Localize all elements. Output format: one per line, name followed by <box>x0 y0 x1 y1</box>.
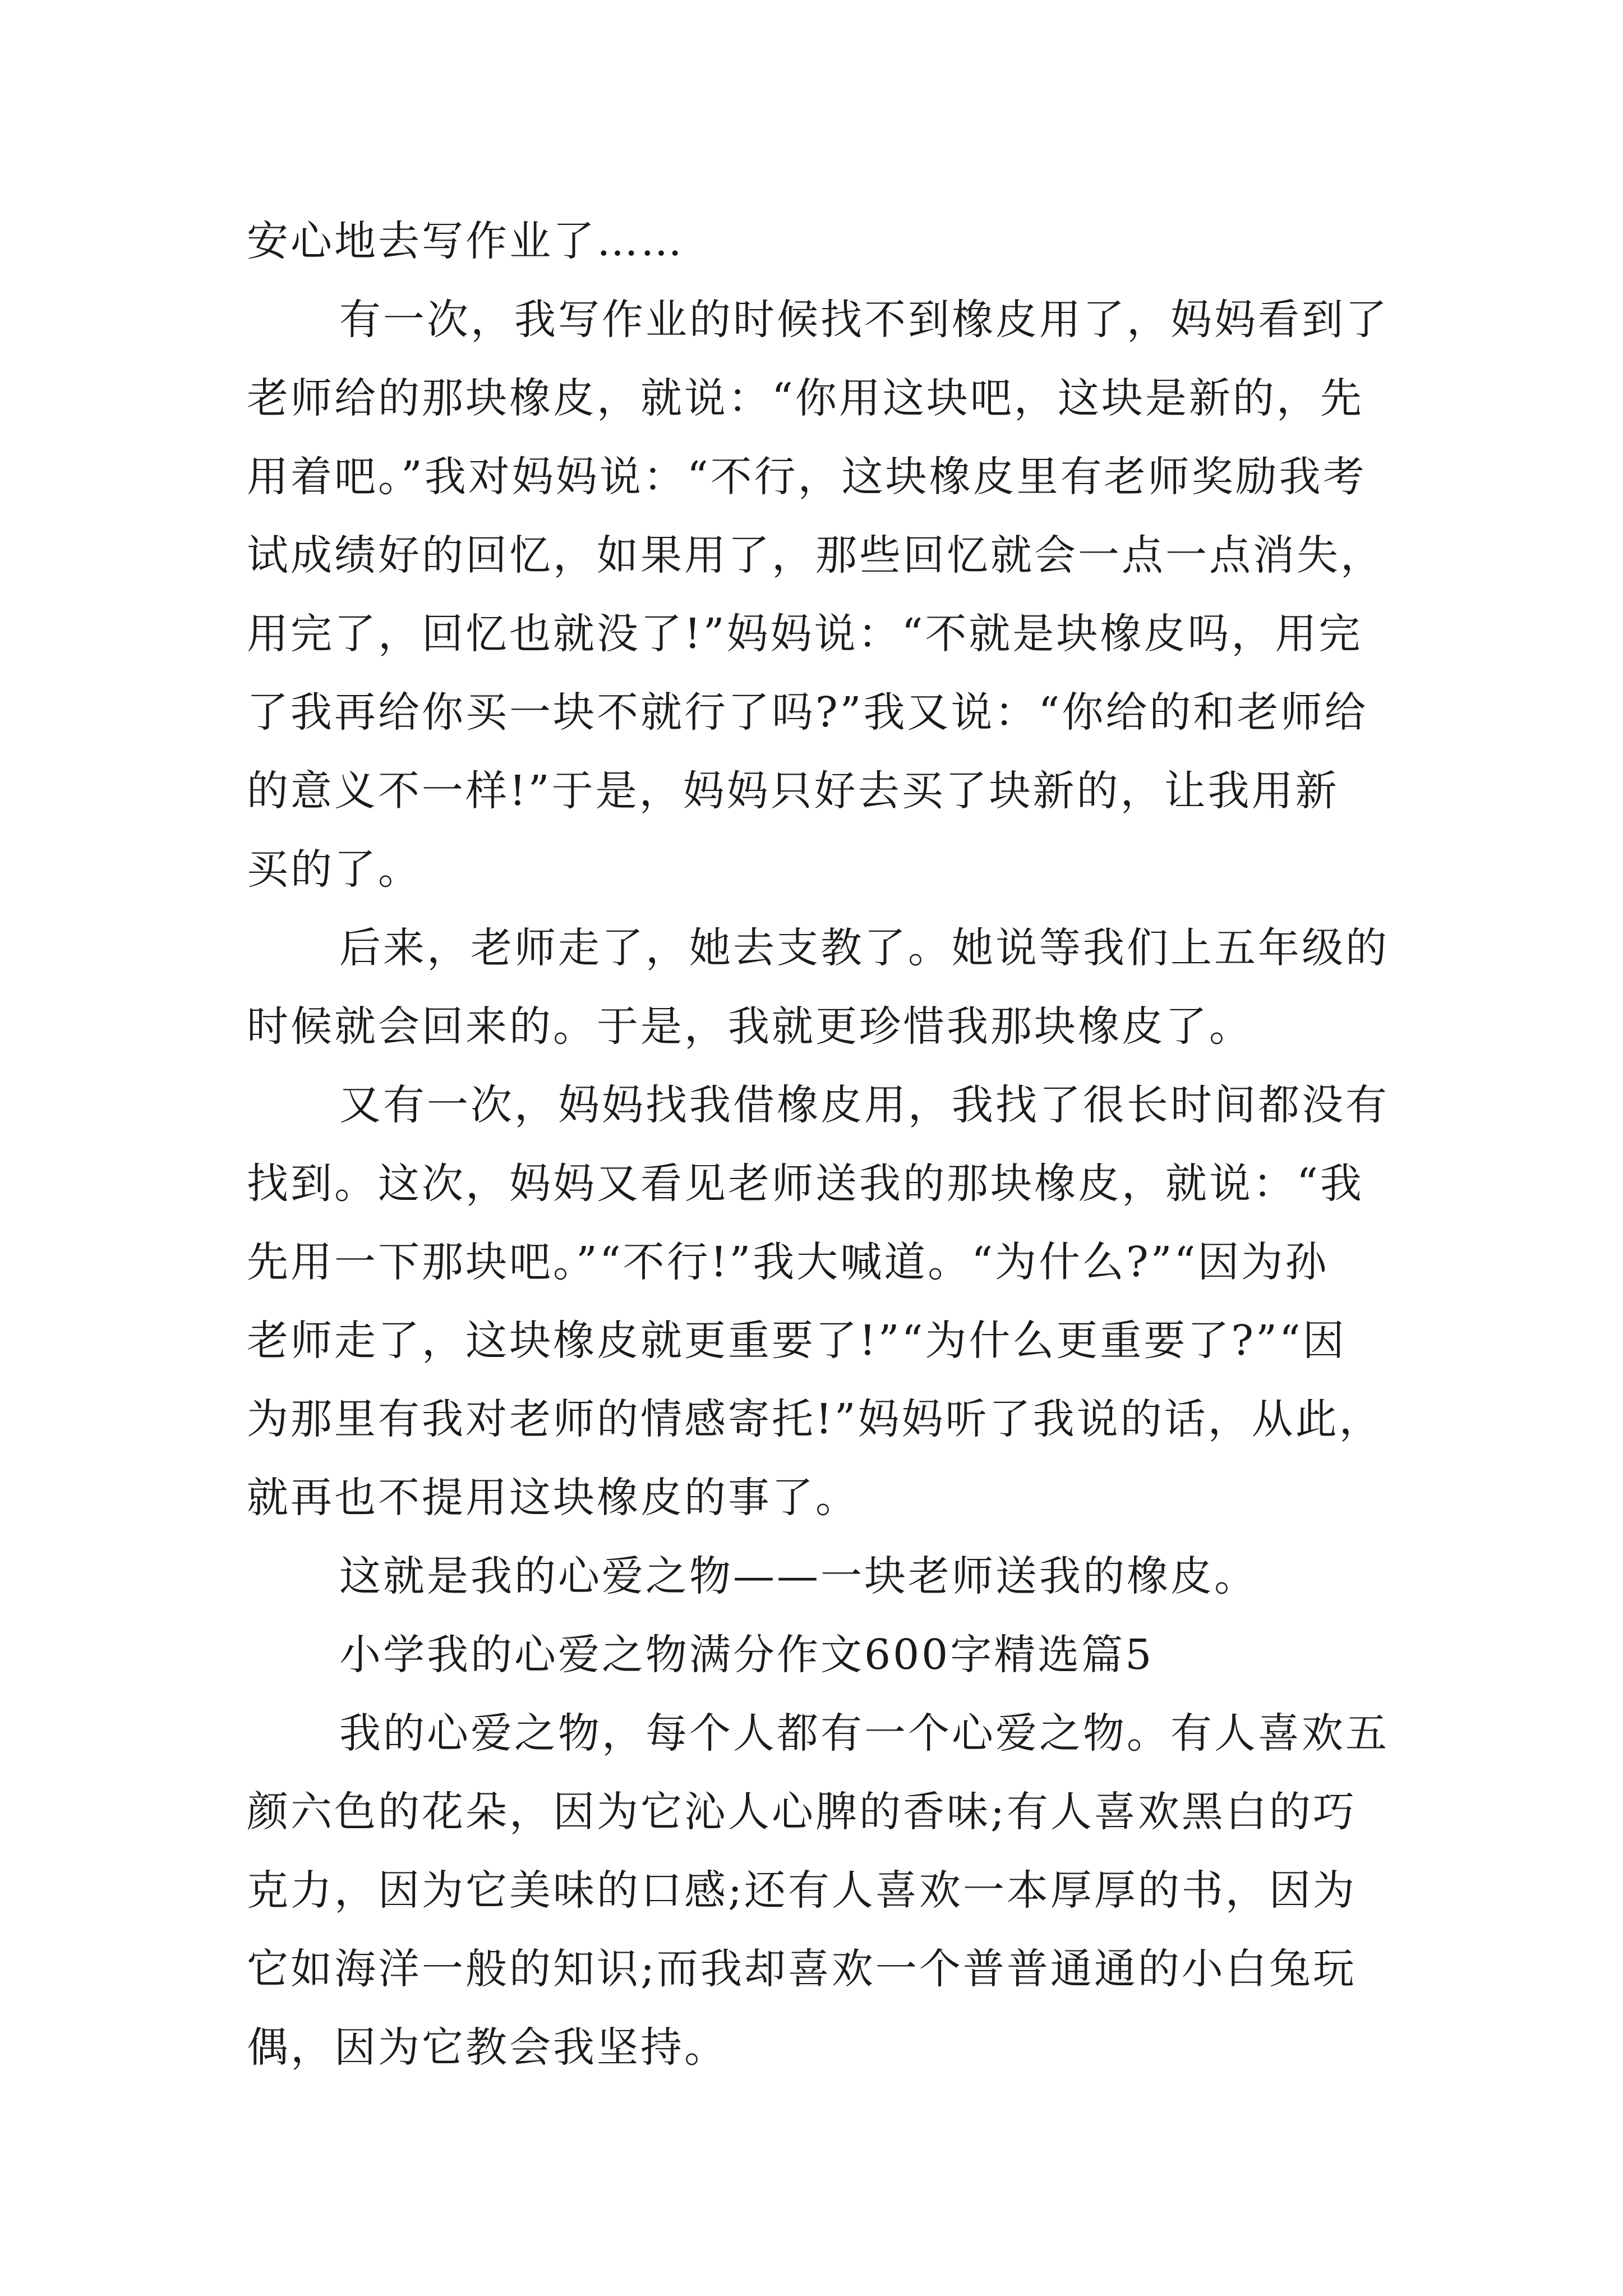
paragraph-line: 后来，老师走了，她去支教了。她说等我们上五年级的 <box>339 924 1389 972</box>
text-line: 老师给的那块橡皮，就说：“你用这块吧，这块是新的，先 <box>247 374 1364 422</box>
text-line: 了我再给你买一块不就行了吗?”我又说：“你给的和老师给 <box>247 688 1368 737</box>
text-line: 老师走了，这块橡皮就更重要了!”“为什么更重要了?”“因 <box>247 1317 1347 1365</box>
text-line: 的意义不一样!”于是，妈妈只好去买了块新的，让我用新 <box>247 767 1339 815</box>
paragraph-line: 有一次，我写作业的时候找不到橡皮用了，妈妈看到了 <box>339 296 1389 344</box>
text-line: 用着吧。”我对妈妈说：“不行，这块橡皮里有老师奖励我考 <box>247 453 1367 501</box>
text-line: 就再也不提用这块橡皮的事了。 <box>247 1474 859 1522</box>
text-line: 偶，因为它教会我坚持。 <box>247 2023 728 2072</box>
text-line: 买的了。 <box>247 845 422 894</box>
text-line: 时候就会回来的。于是，我就更珍惜我那块橡皮了。 <box>247 1002 1253 1051</box>
text-line: 它如海洋一般的知识;而我却喜欢一个普普通通的小白兔玩 <box>247 1945 1357 1993</box>
text-line: 颜六色的花朵，因为它沁人心脾的香味;有人喜欢黑白的巧 <box>247 1788 1357 1836</box>
text-line: 克力，因为它美味的口感;还有人喜欢一本厚厚的书，因为 <box>247 1866 1357 1915</box>
paragraph-line: 这就是我的心爱之物——一块老师送我的橡皮。 <box>339 1552 1258 1600</box>
text-line: 安心地去写作业了…… <box>247 217 684 265</box>
paragraph-line: 又有一次，妈妈找我借橡皮用，我找了很长时间都没有 <box>339 1081 1389 1129</box>
text-line: 用完了，回忆也就没了!”妈妈说：“不就是块橡皮吗，用完 <box>247 610 1363 658</box>
text-line: 试成绩好的回忆，如果用了，那些回忆就会一点一点消失， <box>247 531 1384 579</box>
text-line: 为那里有我对老师的情感寄托!”妈妈听了我说的话，从此， <box>247 1395 1383 1443</box>
paragraph-line: 我的心爱之物，每个人都有一个心爱之物。有人喜欢五 <box>339 1709 1389 1757</box>
section-heading: 小学我的心爱之物满分作文600字精选篇5 <box>339 1631 1154 1679</box>
text-line: 先用一下那块吧。”“不行!”我大喊道。“为什么?”“因为孙 <box>247 1238 1329 1286</box>
text-line: 找到。这次，妈妈又看见老师送我的那块橡皮，就说：“我 <box>247 1159 1364 1208</box>
